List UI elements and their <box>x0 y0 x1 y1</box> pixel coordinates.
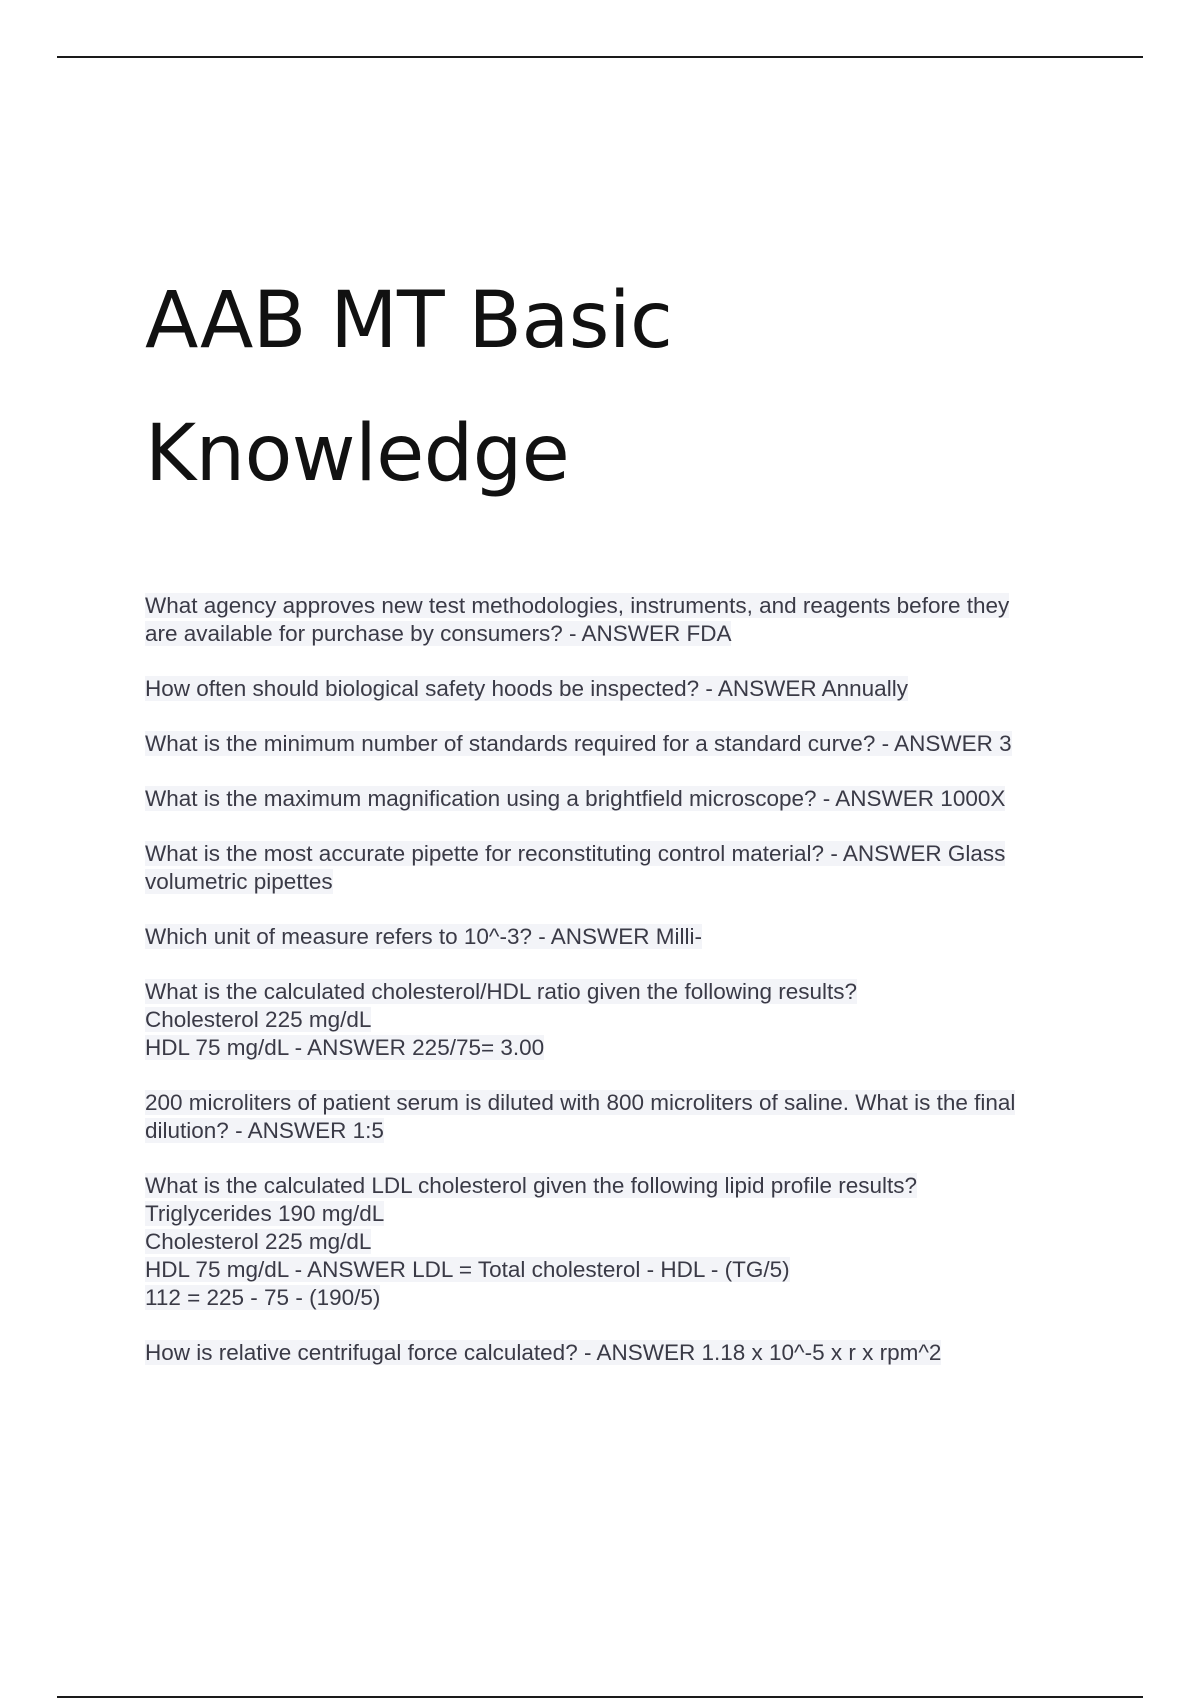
page-title <box>145 255 672 521</box>
qa-line <box>145 620 1085 648</box>
qa-line-text: dilution? - ANSWER 1:5 <box>145 1118 384 1143</box>
qa-line-text: What is the minimum number of standards required for a standard curve? - ANSWER 3 <box>145 731 1012 756</box>
qa-item <box>145 840 1085 896</box>
qa-line <box>145 675 1085 703</box>
qa-line <box>145 1172 1085 1200</box>
qa-line <box>145 868 1085 896</box>
qa-line-text: What agency approves new test methodologies, instruments, and reagents before they <box>145 593 1010 618</box>
qa-list <box>145 592 1085 1394</box>
qa-line-text: HDL 75 mg/dL - ANSWER LDL = Total cholesterol - HDL - (TG/5) <box>145 1257 790 1282</box>
qa-line-text: What is the most accurate pipette for reconstituting control material? - ANSWER Glass <box>145 841 1006 866</box>
qa-line-text: What is the calculated cholesterol/HDL ratio given the following results? <box>145 979 858 1004</box>
qa-item <box>145 1172 1085 1312</box>
qa-line <box>145 1034 1085 1062</box>
qa-line-text: volumetric pipettes <box>145 869 333 894</box>
qa-line <box>145 1339 1085 1367</box>
qa-line-text: 200 microliters of patient serum is diluted with 800 microliters of saline. What is the final <box>145 1090 1016 1115</box>
top-rule <box>57 56 1143 58</box>
qa-item <box>145 1089 1085 1145</box>
qa-line <box>145 1284 1085 1312</box>
qa-line <box>145 730 1085 758</box>
title-line-1: AAB MT Basic <box>145 276 673 366</box>
qa-line-text: Which unit of measure refers to 10^-3? - ANSWER Milli- <box>145 924 702 949</box>
qa-line <box>145 1089 1085 1117</box>
qa-line-text: Cholesterol 225 mg/dL <box>145 1007 372 1032</box>
qa-line <box>145 923 1085 951</box>
qa-item <box>145 1339 1085 1367</box>
qa-item <box>145 978 1085 1062</box>
qa-line-text: are available for purchase by consumers? - ANSWER FDA <box>145 621 732 646</box>
qa-line <box>145 1117 1085 1145</box>
qa-item <box>145 785 1085 813</box>
qa-item <box>145 592 1085 648</box>
title-line-2: Knowledge <box>145 409 570 499</box>
qa-line-text: 112 = 225 - 75 - (190/5) <box>145 1285 381 1310</box>
qa-line <box>145 1256 1085 1284</box>
qa-line <box>145 978 1085 1006</box>
qa-line-text: What is the maximum magnification using a brightfield microscope? - ANSWER 1000X <box>145 786 1006 811</box>
qa-line-text: Triglycerides 190 mg/dL <box>145 1201 385 1226</box>
qa-line <box>145 592 1085 620</box>
qa-line <box>145 1200 1085 1228</box>
qa-item <box>145 675 1085 703</box>
qa-item <box>145 923 1085 951</box>
qa-item <box>145 730 1085 758</box>
qa-line-text: What is the calculated LDL cholesterol given the following lipid profile results? <box>145 1173 918 1198</box>
bottom-rule <box>57 1696 1143 1698</box>
qa-line-text: Cholesterol 225 mg/dL <box>145 1229 372 1254</box>
qa-line-text: How often should biological safety hoods be inspected? - ANSWER Annually <box>145 676 908 701</box>
qa-line <box>145 785 1085 813</box>
qa-line <box>145 1228 1085 1256</box>
qa-line-text: How is relative centrifugal force calculated? - ANSWER 1.18 x 10^-5 x r x rpm^2 <box>145 1340 942 1365</box>
qa-line-text: HDL 75 mg/dL - ANSWER 225/75= 3.00 <box>145 1035 545 1060</box>
qa-line <box>145 1006 1085 1034</box>
qa-line <box>145 840 1085 868</box>
